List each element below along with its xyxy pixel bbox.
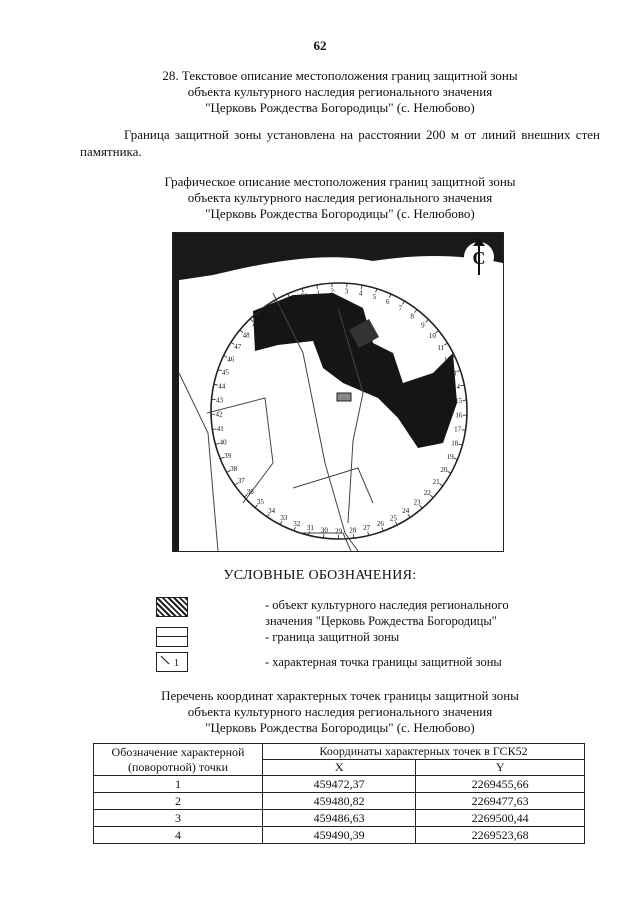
legend-title: УСЛОВНЫЕ ОБОЗНАЧЕНИЯ: (223, 568, 417, 583)
boundary-point-label: 18 (451, 439, 459, 448)
table-cell-x: 459480,82 (263, 793, 416, 810)
boundary-point-label: 11 (437, 343, 445, 352)
site-map (172, 232, 504, 552)
table-cell-point: 2 (94, 793, 263, 810)
site-map-drawing (173, 233, 503, 551)
boundary-point-label: 29 (335, 527, 343, 536)
boundary-point-label: 50 (263, 311, 270, 320)
boundary-point-label: 27 (363, 524, 371, 533)
boundary-point-label: 37 (237, 477, 245, 486)
table-cell-y: 2269455,66 (416, 776, 585, 793)
boundary-point-label: 23 (413, 498, 421, 507)
boundary-point-label: 19 (446, 453, 454, 461)
boundary-point-tick (402, 301, 404, 304)
legend-item-boundary: - граница защитной зоны (265, 630, 400, 644)
table-cell-x: 459472,37 (263, 776, 416, 793)
legend-item-monument-line-1: - объект культурного наследия регионального (265, 598, 509, 612)
boundary-point-tick (440, 484, 443, 486)
boundary-point-label: 8 (410, 312, 414, 321)
boundary-point-label: 6 (385, 297, 390, 306)
table-header-x: X (263, 760, 416, 776)
legend-point-number: 1 (174, 658, 179, 669)
boundary-point-tick (444, 343, 447, 345)
coordinate-table (93, 743, 585, 844)
table-cell-y: 2269477,63 (416, 793, 585, 810)
map-dark-edge-left (173, 233, 179, 551)
boundary-point-label: 40 (219, 438, 227, 447)
boundary-point-tick (454, 458, 458, 460)
boundary-point-label: 28 (349, 526, 357, 535)
section-title-line-1: 28. Текстовое описание местоположения границ защитной зоны (162, 68, 518, 83)
intro-text: Граница защитной зоны установлена на расстоянии 200 м от линий внешних стен памятника. (80, 127, 600, 159)
monument-outline (337, 393, 351, 401)
boundary-point-label: 48 (242, 331, 250, 340)
boundary-point-label: 1 (316, 289, 320, 298)
table-row (94, 776, 585, 793)
table-cell-y: 2269500,44 (416, 810, 585, 827)
page-number: 62 (313, 38, 327, 53)
table-header-y: Y (416, 760, 585, 776)
graphic-title-line-3: "Церковь Рождества Богородицы" (с. Нелюбово) (205, 206, 475, 221)
boundary-point-label: 12 (444, 356, 451, 365)
boundary-point-label: 34 (268, 506, 276, 515)
legend-item-point: - характерная точка границы защитной зоны (265, 655, 502, 669)
map-dark-area-center (253, 293, 457, 448)
list-title-line-1: Перечень координат характерных точек границы защитной зоны (161, 688, 519, 703)
point-marker-icon (157, 653, 187, 670)
table-cell-point: 4 (94, 827, 263, 844)
boundary-point-tick (426, 319, 429, 322)
boundary-point-label: 39 (224, 452, 232, 461)
boundary-point-label: 22 (423, 488, 431, 497)
boundary-point-label: 30 (320, 526, 328, 535)
boundary-point-label: 41 (216, 424, 224, 433)
table-cell-point: 1 (94, 776, 263, 793)
section-title-line-3: "Церковь Рождества Богородицы" (с. Нелюбово) (205, 100, 475, 115)
boundary-point-label: 51 (274, 304, 282, 312)
boundary-point-label: 31 (306, 524, 314, 532)
legend-item-monument (265, 597, 565, 629)
boundary-point-label: 26 (376, 520, 384, 529)
section-title (60, 68, 620, 116)
boundary-point-label: 21 (432, 477, 440, 486)
table-cell-point: 3 (94, 810, 263, 827)
table-row (94, 793, 585, 810)
boundary-point-label: 43 (216, 396, 223, 405)
legend-boundary-symbol (156, 627, 188, 647)
graphic-title (60, 174, 620, 222)
boundary-point-label: 7 (398, 304, 403, 313)
legend-item-monument-line-2: значения "Церковь Рождества Богородицы" (265, 614, 497, 628)
boundary-point-label: 36 (246, 488, 254, 497)
table-header-coords: Координаты характерных точек в ГСК52 (263, 744, 585, 760)
boundary-point-label: 25 (389, 514, 397, 523)
intro-paragraph (80, 126, 600, 160)
boundary-point-label: 32 (293, 519, 301, 528)
legend-monument-symbol (156, 597, 188, 617)
boundary-point-label: 3 (344, 287, 349, 296)
boundary-point-label: 47 (234, 343, 242, 352)
boundary-point-label: 13 (449, 369, 457, 378)
north-label: С (472, 248, 486, 268)
boundary-point-label: 45 (221, 368, 229, 377)
table-header-point-line-2: (поворотной) точки (128, 759, 228, 774)
boundary-point-label: 46 (227, 355, 235, 364)
table-cell-y: 2269523,68 (416, 827, 585, 844)
list-title-line-3: "Церковь Рождества Богородицы" (с. Нелюбово) (205, 720, 475, 735)
table-cell-x: 459490,39 (263, 827, 416, 844)
boundary-point-label: 52 (287, 297, 295, 306)
boundary-point-label: 44 (218, 382, 226, 391)
boundary-point-label: 49 (252, 321, 260, 330)
boundary-point-label: 16 (455, 411, 463, 420)
boundary-point-label: 15 (455, 397, 463, 406)
boundary-point-tick (436, 331, 439, 334)
table-cell-x: 459486,63 (263, 810, 416, 827)
boundary-point-label: 24 (402, 507, 410, 516)
table-header-point (94, 744, 263, 776)
boundary-point-label: 14 (453, 383, 460, 392)
section-title-line-2: объекта культурного наследия регионального значения (187, 84, 493, 99)
coordinate-list-title (60, 688, 620, 736)
table-row (94, 810, 585, 827)
boundary-point-label: 33 (280, 514, 288, 523)
table-header-point-line-1: Обозначение характерной (111, 744, 245, 759)
boundary-point-label: 17 (454, 425, 462, 434)
boundary-point-tick (389, 294, 391, 298)
boundary-point-tick (447, 471, 450, 473)
boundary-point-label: 9 (421, 321, 425, 330)
map-dark-area-top (173, 233, 503, 281)
boundary-point-label: 10 (428, 332, 436, 341)
boundary-point-label: 38 (230, 465, 238, 474)
boundary-point-label: 20 (440, 465, 448, 474)
graphic-title-line-2: объекта культурного наследия регионального значения (187, 190, 493, 205)
boundary-point-label: 5 (372, 292, 377, 301)
boundary-point-label: 4 (358, 289, 363, 298)
boundary-point-label: 35 (256, 498, 264, 507)
legend-point-symbol (156, 652, 188, 672)
graphic-title-line-1: Графическое описание местоположения границ защитной зоны (164, 174, 516, 189)
boundary-point-label: 42 (215, 410, 223, 419)
table-row (94, 827, 585, 844)
boundary-point-label: 2 (330, 287, 335, 296)
boundary-point-tick (415, 310, 417, 313)
boundary-point-label: 53 (300, 292, 308, 301)
list-title-line-2: объекта культурного наследия регионального значения (187, 704, 493, 719)
